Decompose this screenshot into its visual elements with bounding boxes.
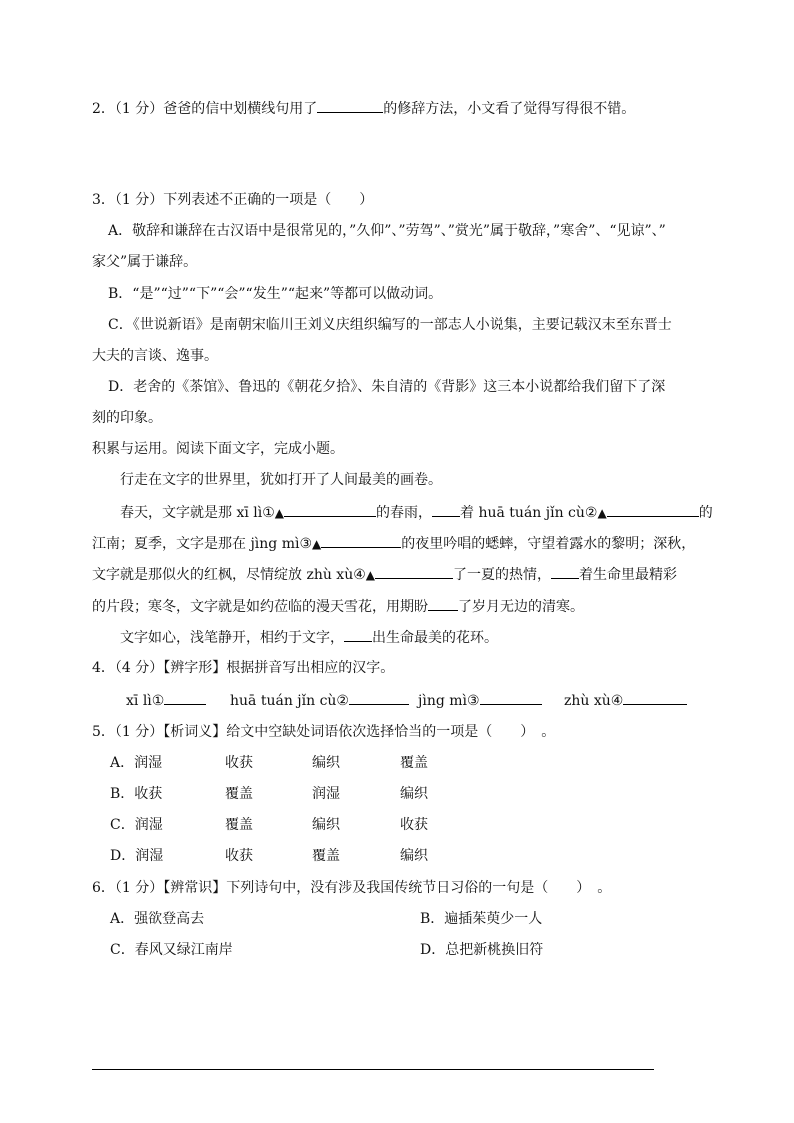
q4-item-2: huā tuán jǐn cù② xyxy=(230,690,409,711)
blank-marker-triangle: ▲ xyxy=(365,568,376,582)
pinyin-huatuanjincu: 着 huā tuán jǐn cù② xyxy=(460,505,598,521)
q6-option-c: C．春风又绿江南岸 xyxy=(110,942,233,958)
q4-answer-blank-4 xyxy=(623,690,687,705)
q4-item-3: jìng mì③ xyxy=(418,690,542,711)
fill-blank-short-3 xyxy=(428,596,458,611)
pinyin-xili: 春天，文字就是那 xī lì① xyxy=(120,505,275,521)
q6-option-d: D．总把新桃换旧符 xyxy=(420,942,544,958)
q3-option-b: B．“是”“过”“下”“会”“发生”“起来”等都可以做动词。 xyxy=(108,286,443,302)
q4-answer-blank-1 xyxy=(164,690,206,705)
q2-answer-blank xyxy=(317,98,383,113)
q3-option-a-line1: A．敬辞和谦辞在古汉语中是很常见的，”久仰”、”劳驾”、”赏光”属于敬辞，”寒舍”、“见谅”、” xyxy=(108,223,666,239)
fill-blank-short-4 xyxy=(344,627,372,642)
fill-blank-4 xyxy=(375,564,453,579)
question-3-stem: 3．（1 分）下列表述不正确的一项是（ ） xyxy=(92,192,374,208)
q4-answer-blank-3 xyxy=(480,690,542,705)
question-6-stem: 6．（1 分）【辨常识】下列诗句中，没有涉及我国传统节日习俗的一句是（ ） 。 xyxy=(92,880,612,896)
q2-text-after: 的修辞方法，小文看了觉得写得很不错。 xyxy=(383,101,636,117)
blank-marker-triangle: ▲ xyxy=(274,506,285,520)
fill-blank-short-2 xyxy=(551,564,579,579)
footer-divider xyxy=(92,1069,654,1070)
blank-marker-triangle: ▲ xyxy=(597,506,607,520)
q3-option-c-line1: C．《世说新语》是南朝宋临川王刘义庆组织编写的一部志人小说集，主要记载汉末至东晋士 xyxy=(108,317,672,333)
pinyin-zhuxu: 文字就是那似火的红枫，尽情绽放 zhù xù④ xyxy=(92,567,366,583)
passage-paragraph-2-line3: 文字就是那似火的红枫，尽情绽放 zhù xù④▲ 了一夏的热情， 着生命里最精彩 xyxy=(92,564,677,585)
fill-blank-short-1 xyxy=(432,502,460,517)
fill-blank-1 xyxy=(284,502,376,517)
passage-paragraph-1: 行走在文字的世界里，犹如打开了人间最美的画卷。 xyxy=(120,472,442,488)
q4-item-1: xī lì① xyxy=(126,690,206,711)
q3-option-c-line2: 大夫的言谈、逸事。 xyxy=(92,348,218,364)
blank-marker-triangle: ▲ xyxy=(312,537,322,551)
q6-option-b: B．遍插茱萸少一人 xyxy=(420,911,543,927)
passage-intro: 积累与运用。阅读下面文字，完成小题。 xyxy=(92,441,344,457)
q3-option-d-line2: 刻的印象。 xyxy=(92,410,162,426)
fill-blank-3 xyxy=(321,533,401,548)
q3-option-d-line1: D．老舍的《茶馆》、鲁迅的《朝花夕拾》、朱自清的《背影》这三本小说都给我们留下了深 xyxy=(108,379,666,395)
question-5-stem: 5．（1 分）【析词义】给文中空缺处词语依次选择恰当的一项是（ ） 。 xyxy=(92,724,556,740)
passage-paragraph-2-line4: 的片段；寒冬，文字就是如约莅临的漫天雪花，用期盼 了岁月无边的清寒。 xyxy=(92,596,584,617)
q4-answer-blank-2 xyxy=(349,690,409,705)
fill-blank-2 xyxy=(607,502,699,517)
passage-paragraph-2-line2: 江南；夏季，文字是那在 jìng mì③▲ 的夜里吟唱的蟋蟀，守望着露水的黎明；深秋， xyxy=(92,533,695,554)
pinyin-jingmi: 江南；夏季，文字是那在 jìng mì③ xyxy=(92,536,313,552)
question-4-stem: 4．（4 分）【辨字形】根据拼音写出相应的汉字。 xyxy=(92,660,395,676)
q2-text-before: 2．（1 分）爸爸的信中划横线句用了 xyxy=(92,101,318,117)
q6-option-a: A．强欲登高去 xyxy=(110,911,205,927)
q4-item-4: zhù xù④ xyxy=(564,690,687,711)
q3-option-a-line2: 家父”属于谦辞。 xyxy=(92,254,198,270)
passage-paragraph-2-line1: 春天，文字就是那 xī lì①▲ 的春雨， 着 huā tuán jǐn cù②▲ 的 xyxy=(120,502,713,523)
question-2 xyxy=(92,98,635,119)
passage-paragraph-3: 文字如心，浅笔静开，相约于文字， 出生命最美的花环。 xyxy=(120,627,498,648)
